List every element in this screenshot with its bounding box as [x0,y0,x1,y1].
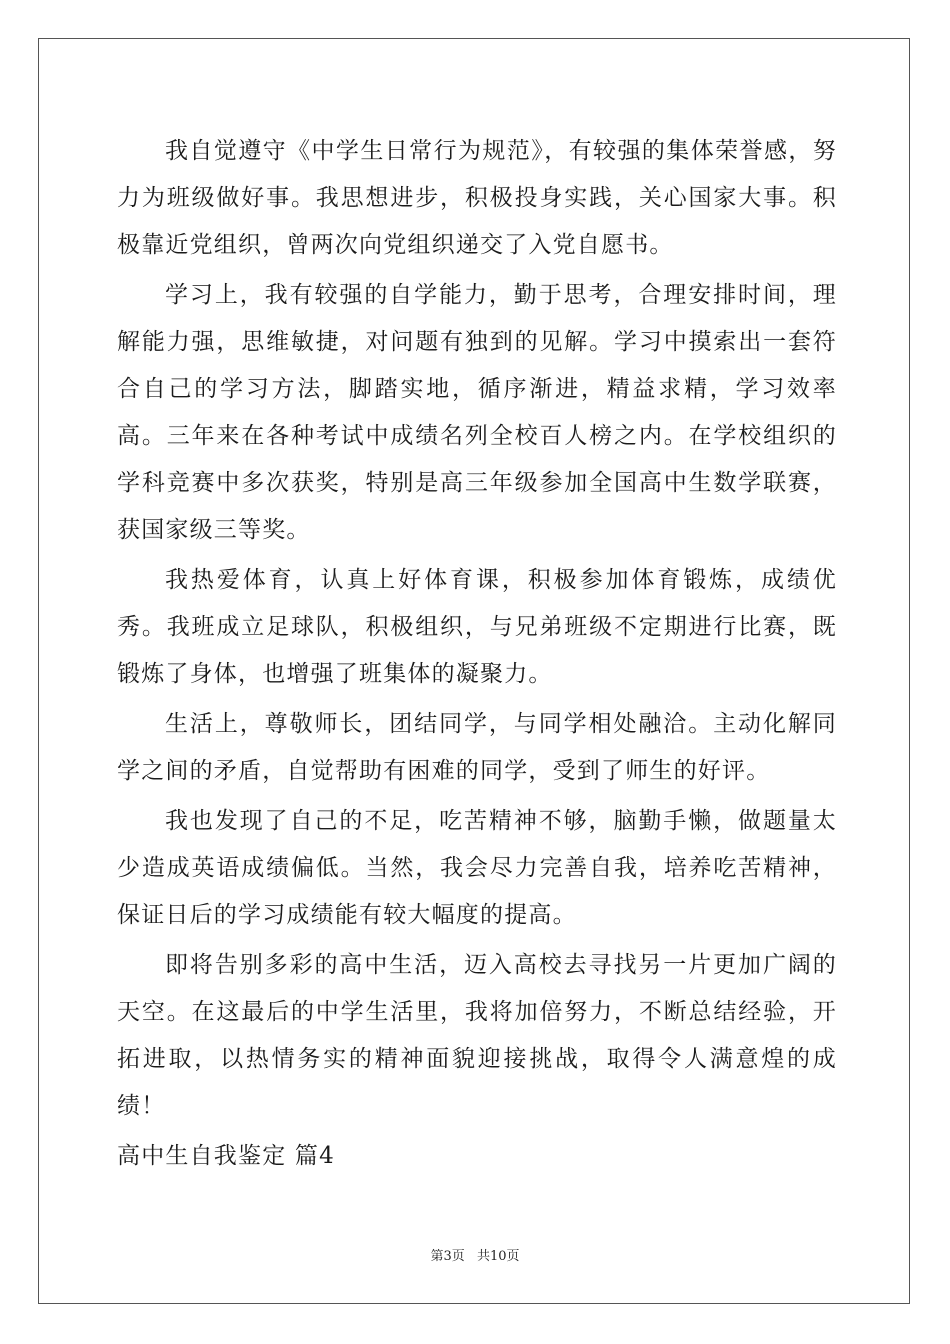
paragraph-study: 学习上，我有较强的自学能力，勤于思考，合理安排时间，理解能力强，思维敏捷，对问题有独到的见解。学习中摸索出一套符合自己的学习方法，脚踏实地，循序渐进，精益求精，学习效率高。三年来在各种考试中成绩名列全校百人榜之内。在学校组织的学科竞赛中多次获奖，特别是高三年级参加全国高中生数学联赛，获国家级三等奖。 [117,282,837,543]
page-total: 共10页 [476,1249,520,1264]
paragraph-sports: 我热爱体育，认真上好体育课，积极参加体育锻炼，成绩优秀。我班成立足球队，积极组织，与兄弟班级不定期进行比赛，既锻炼了身体，也增强了班集体的凝聚力。 [117,567,837,687]
paragraph-conduct: 我自觉遵守《中学生日常行为规范》，有较强的集体荣誉感，努力为班级做好事。我思想进步，积极投身实践，关心国家大事。积极靠近党组织，曾两次向党组织递交了入党自愿书。 [117,138,837,258]
paragraph-life: 生活上，尊敬师长，团结同学，与同学相处融洽。主动化解同学之间的矛盾，自觉帮助有困难的同学，受到了师生的好评。 [117,711,837,784]
document-body [117,128,837,1180]
page-number: 第3页 [430,1249,465,1264]
section-heading: 高中生自我鉴定 篇4 [117,1143,335,1169]
page-footer [0,1245,950,1264]
paragraph-conclusion: 即将告别多彩的高中生活，迈入高校去寻找另一片更加广阔的天空。在这最后的中学生活里，我将加倍努力，不断总结经验，开拓进取，以热情务实的精神面貌迎接挑战，取得令人满意煌的成绩！ [117,952,837,1119]
paragraph-shortcomings: 我也发现了自己的不足，吃苦精神不够，脑勤手懒，做题量太少造成英语成绩偏低。当然，我会尽力完善自我，培养吃苦精神，保证日后的学习成绩能有较大幅度的提高。 [117,808,837,928]
